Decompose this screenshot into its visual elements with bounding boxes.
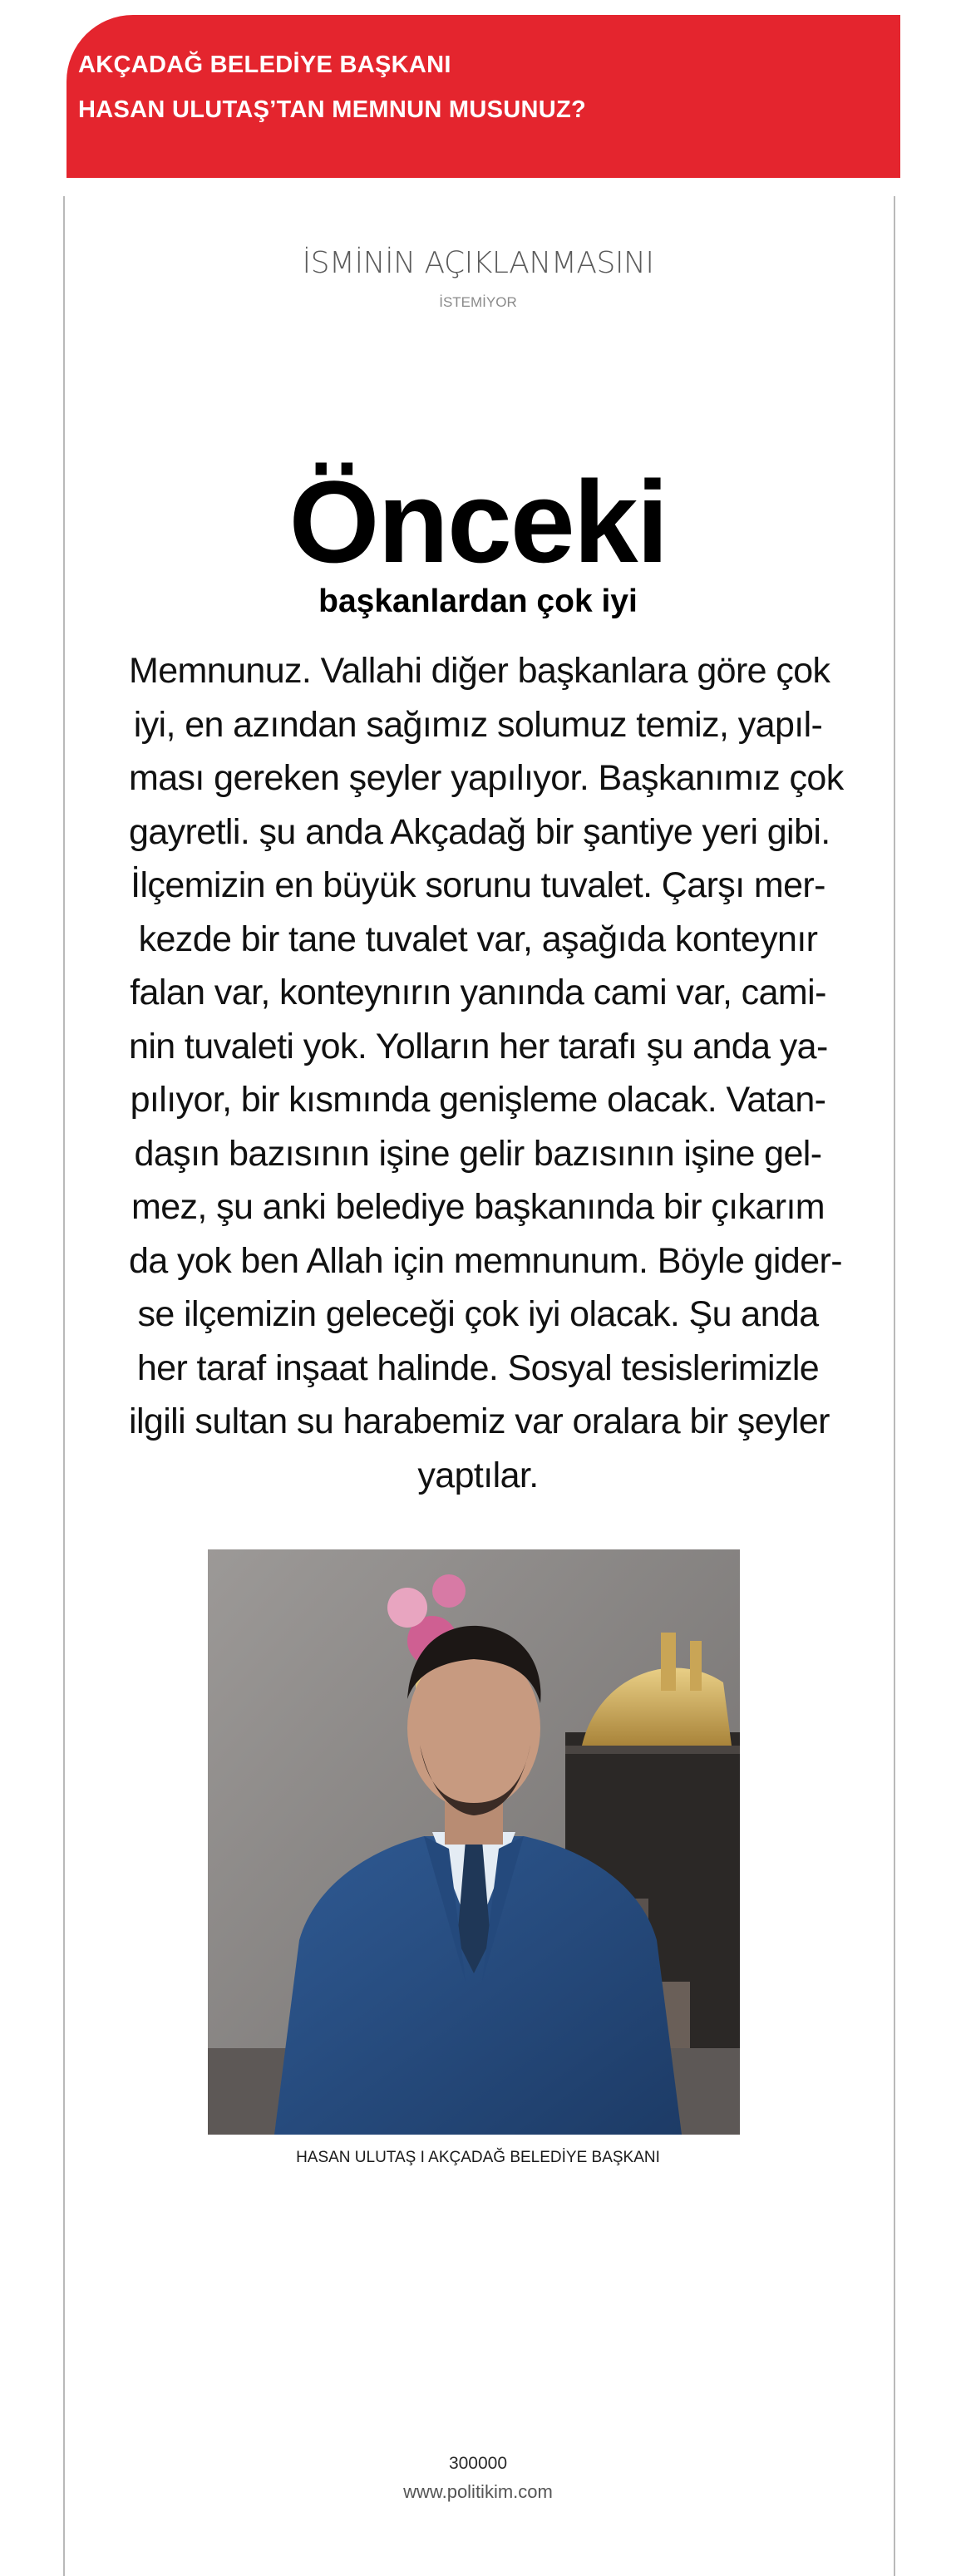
portrait-photo <box>208 1549 740 2135</box>
body-line: se ilçemizin geleceği çok iyi olacak. Şu anda <box>137 1294 819 1334</box>
body-line: İlçemizin en büyük sorunu tuvalet. Çarşı mer- <box>131 865 825 905</box>
body-line: daşın bazısının işine gelir bazısının işine gel- <box>134 1133 822 1174</box>
respondent-name: İSMİNİN AÇIKLANMASINI <box>302 246 654 280</box>
body-line: kezde bir tane tuvalet var, aşağıda konteynır <box>138 919 818 959</box>
body-line: pılıyor, bir kısmında genişleme olacak. Vatan- <box>130 1080 826 1120</box>
headline-subtitle: başkanlardan çok iyi <box>318 584 638 619</box>
header-title-line-1: AKÇADAĞ BELEDİYE BAŞKANI <box>78 52 451 78</box>
headline-main: Önceki <box>288 456 668 587</box>
article-body <box>129 644 844 1502</box>
header-title-line-2: HASAN ULUTAŞ’TAN MEMNUN MUSUNUZ? <box>78 96 587 123</box>
body-line: ilgili sultan su harabemiz var oralara bir şeyler <box>129 1401 830 1441</box>
respondent-subtitle: İSTEMİYOR <box>439 294 517 310</box>
body-line: falan var, konteynırın yanında cami var, cami- <box>130 973 826 1012</box>
body-line: mez, şu anki belediye başkanında bir çıkarım <box>131 1187 825 1227</box>
body-line: da yok ben Allah için memnunum. Böyle gider- <box>129 1240 842 1281</box>
body-line: her taraf inşaat halinde. Sosyal tesislerimizle <box>136 1347 820 1388</box>
footer-count: 300000 <box>448 2454 508 2473</box>
body-line: yaptılar. <box>417 1455 539 1495</box>
body-line: nin tuvaleti yok. Yolların her tarafı şu anda ya- <box>129 1026 828 1066</box>
photo-caption: HASAN ULUTAŞ I AKÇADAĞ BELEDİYE BAŞKANI <box>296 2149 660 2166</box>
body-line: iyi, en azından sağımız solumuz temiz, yapıl- <box>133 704 823 745</box>
footer-website: www.politikim.com <box>403 2481 553 2502</box>
body-line: gayretli. şu anda Akçadağ bir şantiye yeri gibi. <box>129 811 830 852</box>
body-line: ması gereken şeyler yapılıyor. Başkanımız çok <box>129 758 844 798</box>
body-line: Memnunuz. Vallahi diğer başkanlara göre çok <box>129 651 830 691</box>
